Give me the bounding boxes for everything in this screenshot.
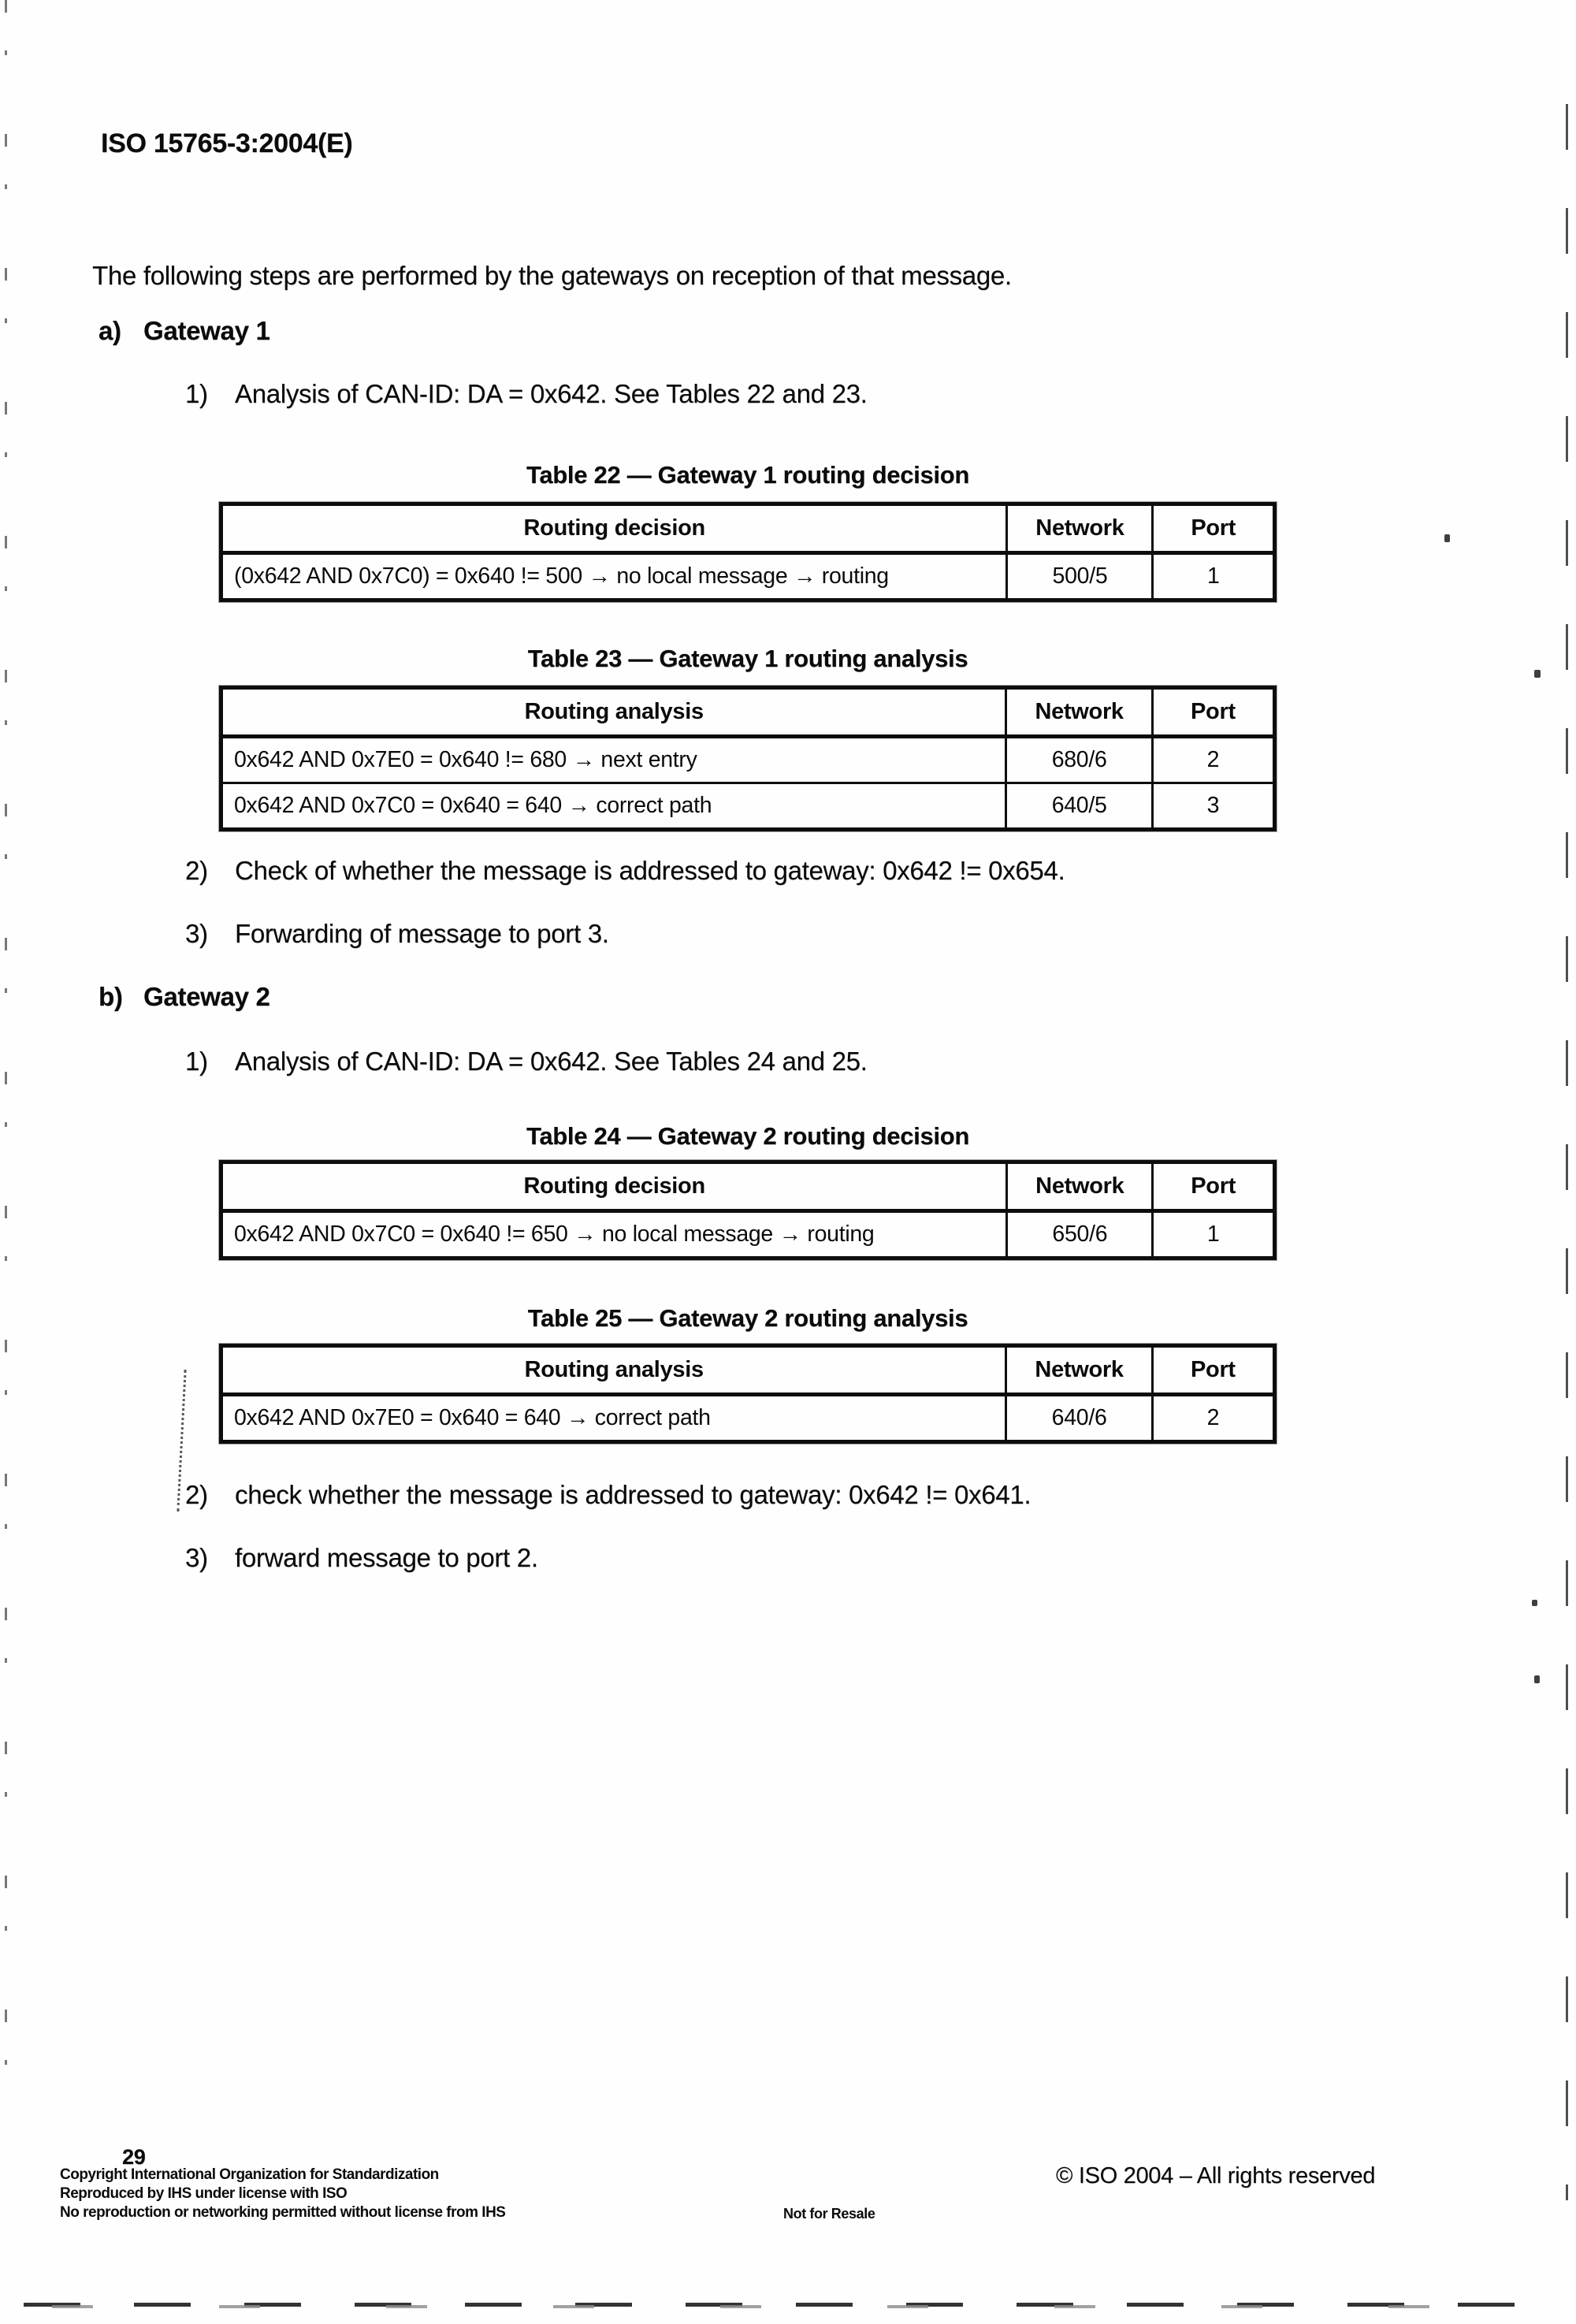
column-header-routing-decision: Routing decision xyxy=(221,1162,1007,1211)
cell-routing-analysis: 0x642 AND 0x7C0 = 0x640 = 640 → correct path xyxy=(221,783,1006,830)
bottom-dashed-rule-gray xyxy=(52,2305,1549,2308)
page-number: 29 xyxy=(122,2145,146,2169)
scan-artifact xyxy=(1534,1675,1540,1683)
column-header-routing-analysis: Routing analysis xyxy=(221,1346,1006,1395)
column-header-port: Port xyxy=(1152,688,1274,737)
step-b3-number: 3) xyxy=(185,1543,208,1572)
footer-rights-notice: © ISO 2004 – All rights reserved xyxy=(1056,2163,1376,2188)
step-a3-number: 3) xyxy=(185,919,208,948)
table-24-caption: Table 24 — Gateway 2 routing decision xyxy=(526,1122,969,1150)
footer-copyright-line: Reproduced by IHS under license with ISO xyxy=(60,2185,348,2202)
cell-network: 500/5 xyxy=(1007,553,1153,601)
cell-network: 650/6 xyxy=(1007,1211,1153,1259)
table-25-header-row xyxy=(221,1346,1275,1395)
column-header-routing-decision: Routing decision xyxy=(221,504,1007,553)
cell-routing-analysis: 0x642 AND 0x7E0 = 0x640 != 680 → next entry xyxy=(221,737,1006,783)
cell-port: 2 xyxy=(1152,1395,1274,1442)
scan-artifact xyxy=(1534,670,1541,678)
page-header: ISO 15765-3:2004(E) xyxy=(101,128,353,158)
table-row xyxy=(221,553,1275,601)
table-24 xyxy=(219,1160,1277,1260)
cell-port: 1 xyxy=(1153,1211,1275,1259)
section-b-title: Gateway 2 xyxy=(143,982,270,1011)
step-b2-number: 2) xyxy=(185,1480,208,1509)
step-a3-text: Forwarding of message to port 3. xyxy=(235,919,609,948)
table-23 xyxy=(219,686,1277,831)
step-b1-text: Analysis of CAN-ID: DA = 0x642. See Tables 24 and 25. xyxy=(235,1047,868,1076)
cell-routing-decision: 0x642 AND 0x7C0 = 0x640 != 650 → no local message → routing xyxy=(221,1211,1007,1259)
step-b2-text: check whether the message is addressed to gateway: 0x642 != 0x641. xyxy=(235,1480,1031,1509)
table-row xyxy=(221,1211,1275,1259)
scan-artifact xyxy=(1532,1600,1537,1606)
table-25 xyxy=(219,1344,1277,1444)
cell-network: 640/5 xyxy=(1006,783,1152,830)
step-a1-number: 1) xyxy=(185,379,208,408)
footer-not-for-resale: Not for Resale xyxy=(783,2206,875,2222)
table-23-header-row xyxy=(221,688,1275,737)
cell-network: 640/6 xyxy=(1006,1395,1152,1442)
right-margin-dashed-line xyxy=(1566,104,1568,2200)
table-23-caption: Table 23 — Gateway 1 routing analysis xyxy=(527,645,968,672)
column-header-port: Port xyxy=(1152,1346,1274,1395)
step-a1-text: Analysis of CAN-ID: DA = 0x642. See Tables 22 and 23. xyxy=(235,379,868,408)
table-22-header-row xyxy=(221,504,1275,553)
cell-network: 680/6 xyxy=(1006,737,1152,783)
cell-port: 3 xyxy=(1152,783,1274,830)
footer-copyright-line: Copyright International Organization for Standardization xyxy=(60,2166,439,2183)
table-22-caption: Table 22 — Gateway 1 routing decision xyxy=(526,461,969,489)
table-row xyxy=(221,783,1275,830)
cell-port: 2 xyxy=(1152,737,1274,783)
step-b1-number: 1) xyxy=(185,1047,208,1076)
table-22 xyxy=(219,502,1277,602)
column-header-port: Port xyxy=(1153,504,1275,553)
intro-paragraph: The following steps are performed by the gateways on reception of that message. xyxy=(92,261,1012,290)
cell-routing-analysis: 0x642 AND 0x7E0 = 0x640 = 640 → correct path xyxy=(221,1395,1006,1442)
column-header-network: Network xyxy=(1006,688,1152,737)
step-a2-number: 2) xyxy=(185,856,208,885)
section-a-title: Gateway 1 xyxy=(143,316,270,345)
column-header-network: Network xyxy=(1007,504,1153,553)
footer-copyright-line: No reproduction or networking permitted without license from IHS xyxy=(60,2204,506,2221)
table-25-caption: Table 25 — Gateway 2 routing analysis xyxy=(527,1304,968,1332)
column-header-network: Network xyxy=(1007,1162,1153,1211)
step-b3-text: forward message to port 2. xyxy=(235,1543,538,1572)
section-a-label: a) xyxy=(98,316,121,345)
cell-port: 1 xyxy=(1153,553,1275,601)
table-24-header-row xyxy=(221,1162,1275,1211)
table-row xyxy=(221,737,1275,783)
scan-artifact xyxy=(1444,534,1450,542)
column-header-routing-analysis: Routing analysis xyxy=(221,688,1006,737)
left-margin-dotted-line xyxy=(5,0,7,2128)
table-row xyxy=(221,1395,1275,1442)
step-a2-text: Check of whether the message is addressed to gateway: 0x642 != 0x654. xyxy=(235,856,1065,885)
section-b-label: b) xyxy=(98,982,123,1011)
column-header-port: Port xyxy=(1153,1162,1275,1211)
cell-routing-decision: (0x642 AND 0x7C0) = 0x640 != 500 → no local message → routing xyxy=(221,553,1007,601)
column-header-network: Network xyxy=(1006,1346,1152,1395)
